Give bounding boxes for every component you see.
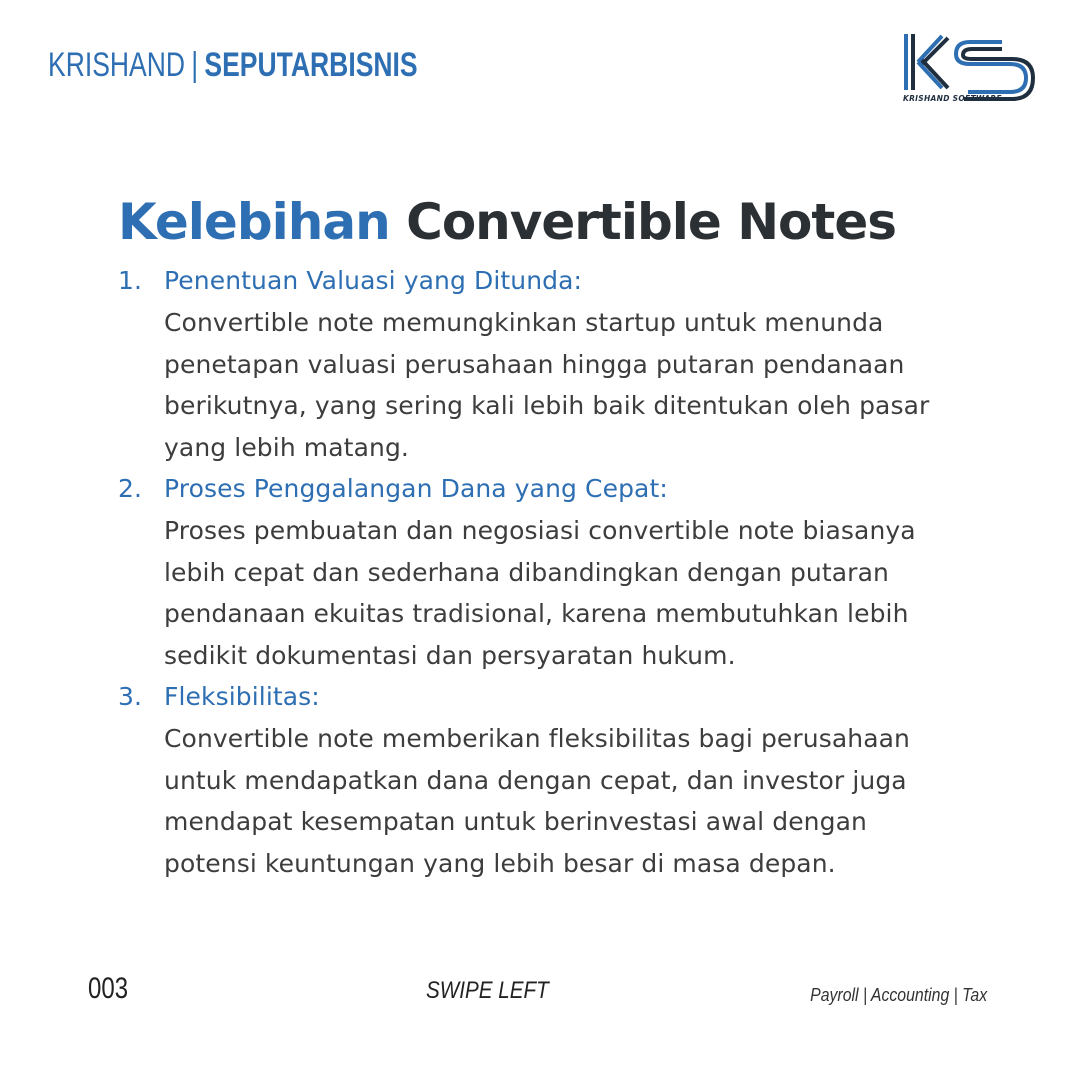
header-series: SEPUTARBISNIS: [204, 46, 418, 84]
item-body: [164, 510, 1018, 676]
list-item: [118, 260, 1018, 468]
logo-caption: KRISHAND SOFTWARE: [903, 94, 1002, 103]
header-brand: KRISHAND: [48, 46, 186, 84]
item-body-line: lebih cepat dan sederhana dibandingkan dengan putaran: [164, 557, 889, 587]
item-heading: Proses Penggalangan Dana yang Cepat:: [164, 474, 668, 503]
item-body-line: potensi keuntungan yang lebih besar di masa depan.: [164, 848, 836, 878]
item-body-line: berikutnya, yang sering kali lebih baik ditentukan oleh pasar: [164, 391, 930, 420]
item-body-line: Proses pembuatan dan negosiasi convertible note biasanya: [164, 516, 916, 545]
item-body-line: yang lebih matang.: [164, 432, 409, 462]
swipe-left-hint: SWIPE LEFT: [426, 977, 549, 1004]
item-body: [164, 718, 1018, 884]
advantages-list: [118, 260, 1018, 884]
item-body-line: Convertible note memberikan fleksibilitas bagi perusahaan: [164, 724, 910, 753]
list-item: [118, 468, 1018, 676]
title-highlight: Kelebihan: [118, 193, 390, 251]
item-body-line: mendapat kesempatan untuk berinvestasi awal dengan: [164, 807, 867, 836]
item-number: 2.: [118, 474, 143, 503]
item-body-line: untuk mendapatkan dana dengan cepat, dan investor juga: [164, 765, 907, 795]
series-header: [48, 46, 418, 85]
item-heading: Fleksibilitas:: [164, 682, 320, 711]
item-body-line: sedikit dokumentasi dan persyaratan hukum.: [164, 640, 736, 670]
page-number: 003: [88, 972, 129, 1005]
item-number: 1.: [118, 266, 143, 295]
item-heading: Penentuan Valuasi yang Ditunda:: [164, 266, 583, 295]
service-tags: Payroll | Accounting | Tax: [810, 985, 987, 1005]
item-number: 3.: [118, 682, 143, 711]
item-body-line: pendanaan ekuitas tradisional, karena membutuhkan lebih: [164, 599, 909, 628]
item-body-line: Convertible note memungkinkan startup untuk menunda: [164, 308, 884, 337]
list-item: [118, 676, 1018, 884]
title-rest: Convertible Notes: [406, 193, 896, 251]
item-body: [164, 302, 1018, 468]
header-separator: |: [191, 46, 199, 84]
item-body-line: penetapan valuasi perusahaan hingga putaran pendanaan: [164, 349, 905, 379]
page-title: [118, 190, 896, 254]
